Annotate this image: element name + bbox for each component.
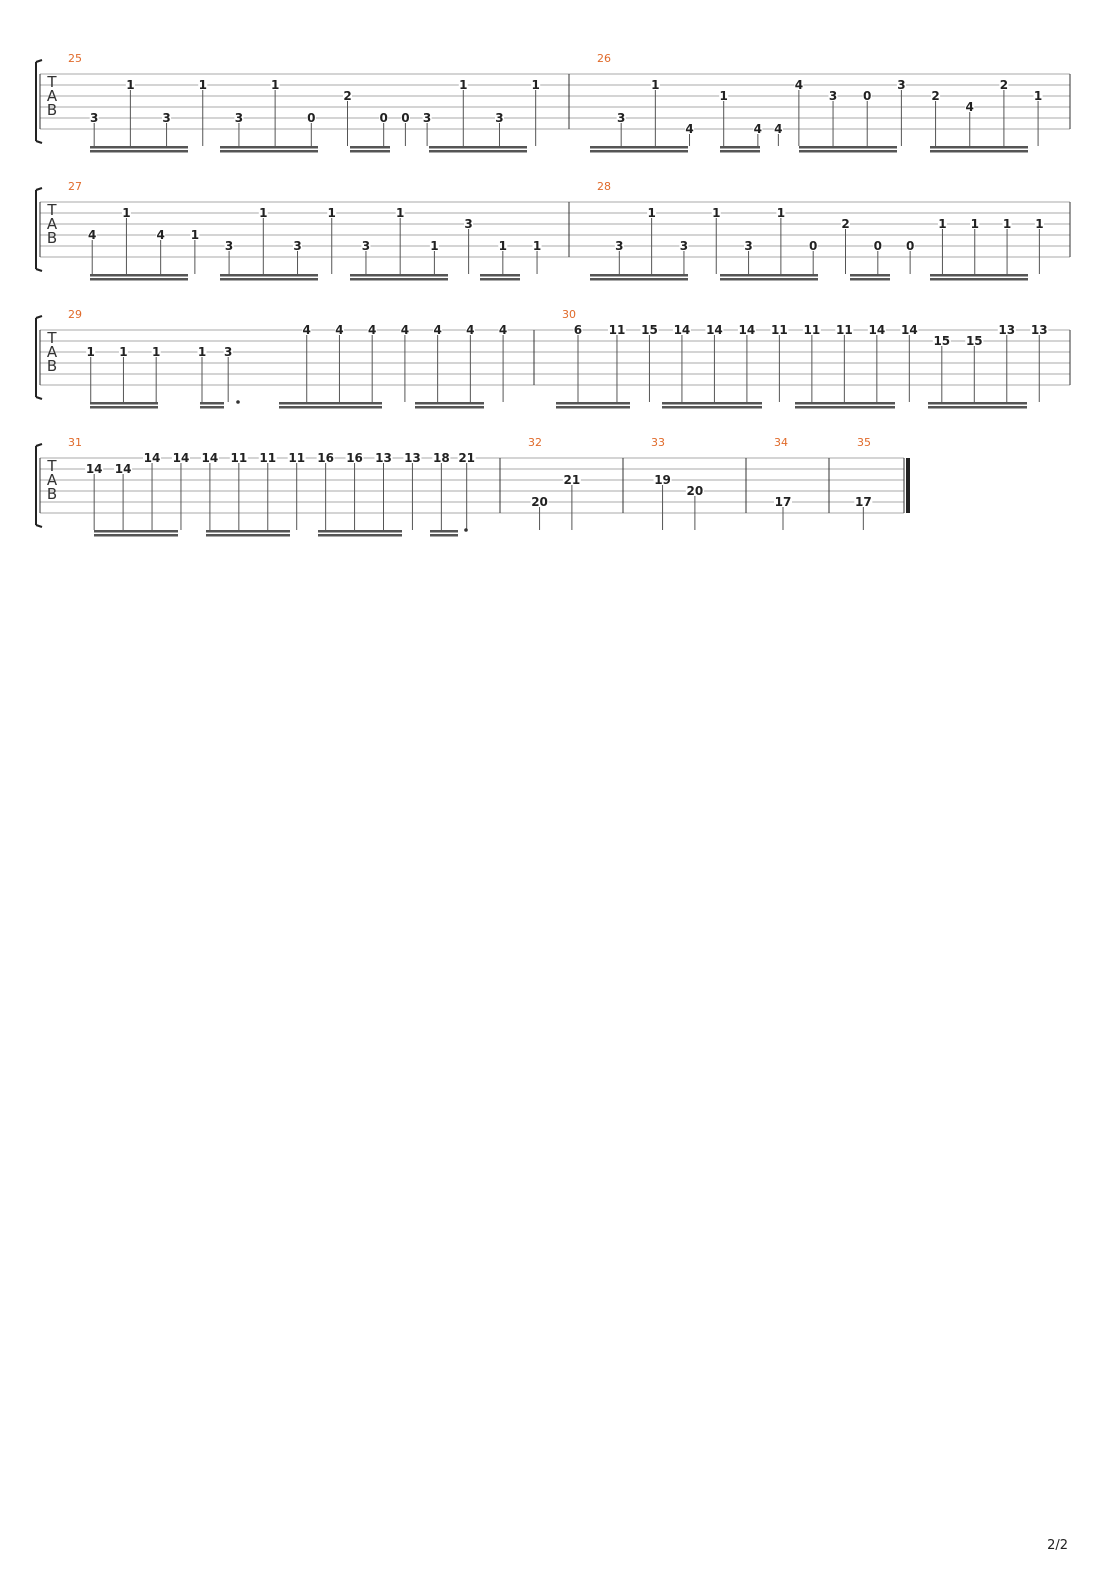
augmentation-dot: [236, 400, 240, 404]
measure-number: 35: [857, 436, 871, 449]
beam: [200, 406, 224, 409]
beam: [799, 150, 897, 153]
beam: [662, 402, 762, 405]
fret-number: 0: [873, 239, 882, 253]
beam: [94, 530, 178, 533]
fret-number: 1: [531, 78, 540, 92]
fret-number: 4: [498, 323, 508, 337]
fret-number: 15: [641, 323, 658, 337]
fret-number: 1: [459, 78, 468, 92]
fret-number: 2: [931, 89, 940, 103]
fret-number: 3: [464, 217, 473, 231]
fret-number: 0: [307, 111, 316, 125]
fret-number: 1: [719, 89, 728, 103]
measure-number: 27: [68, 180, 82, 193]
beam: [90, 274, 188, 277]
fret-number: 1: [122, 206, 131, 220]
fret-number: 1: [270, 78, 280, 92]
system-bracket: [36, 188, 42, 271]
fret-number: 21: [458, 451, 476, 465]
fret-number: 4: [368, 323, 377, 337]
fret-number: 1: [395, 206, 405, 220]
fret-number: 3: [679, 239, 689, 253]
fret-number: 19: [654, 473, 671, 487]
fret-number: 17: [774, 495, 792, 509]
fret-number: 3: [224, 345, 233, 359]
beam: [318, 530, 402, 533]
beam: [90, 150, 188, 153]
fret-number: 3: [162, 111, 171, 125]
fret-number: 4: [965, 100, 974, 114]
fret-number: 4: [753, 122, 763, 136]
beam: [720, 278, 818, 281]
beam: [930, 278, 1028, 281]
beam: [206, 530, 290, 533]
beam: [279, 402, 382, 405]
fret-number: 13: [998, 323, 1016, 337]
measure-number: 25: [68, 52, 82, 65]
beam: [930, 150, 1028, 153]
fret-number: 16: [346, 451, 363, 465]
fret-number: 1: [119, 345, 128, 359]
fret-number: 1: [712, 206, 721, 220]
beam: [850, 278, 890, 281]
measure-number: 33: [651, 436, 665, 449]
fret-number: 4: [774, 122, 783, 136]
beam: [220, 146, 318, 149]
fret-number: 15: [965, 334, 983, 348]
tab-clef-letter: T: [47, 73, 57, 91]
fret-number: 3: [361, 239, 371, 253]
fret-number: 1: [259, 206, 268, 220]
fret-number: 14: [673, 323, 691, 337]
fret-number: 1: [498, 239, 508, 253]
page-number: 2/2: [1047, 1538, 1068, 1553]
measure-number: 31: [68, 436, 82, 449]
tab-clef-letter: A: [46, 343, 58, 361]
fret-number: 14: [172, 451, 190, 465]
beam: [590, 150, 688, 153]
beam: [590, 274, 688, 277]
beam: [590, 278, 688, 281]
fret-number: 4: [685, 122, 694, 136]
beam: [928, 402, 1027, 405]
fret-number: 20: [686, 484, 704, 498]
beam: [90, 146, 188, 149]
fret-number: 14: [85, 462, 103, 476]
fret-number: 14: [900, 323, 918, 337]
fret-number: 14: [201, 451, 219, 465]
fret-number: 14: [868, 323, 886, 337]
beam: [429, 146, 527, 149]
fret-number: 1: [86, 345, 95, 359]
beam: [795, 402, 895, 405]
fret-number: 21: [563, 473, 581, 487]
fret-number: 3: [495, 111, 504, 125]
fret-number: 4: [156, 228, 165, 242]
tab-clef-letter: B: [46, 485, 58, 503]
fret-number: 0: [809, 239, 818, 253]
tab-clef-letter: T: [47, 329, 57, 347]
measure-number: 28: [597, 180, 611, 193]
beam: [206, 534, 290, 537]
fret-number: 11: [836, 323, 853, 337]
fret-number: 2: [343, 89, 352, 103]
fret-number: 1: [152, 345, 161, 359]
fret-number: 11: [259, 451, 277, 465]
tab-clef-letter: B: [46, 229, 58, 247]
fret-number: 6: [573, 323, 583, 337]
fret-number: 1: [1033, 89, 1043, 103]
fret-number: 18: [433, 451, 450, 465]
fret-number: 14: [706, 323, 723, 337]
fret-number: 4: [466, 323, 475, 337]
measure-number: 26: [597, 52, 611, 65]
fret-number: 3: [616, 111, 626, 125]
beam: [480, 274, 520, 277]
beam: [556, 406, 630, 409]
beam: [930, 146, 1028, 149]
fret-number: 4: [302, 323, 311, 337]
fret-number: 1: [190, 228, 200, 242]
fret-number: 1: [938, 217, 947, 231]
beam: [590, 146, 688, 149]
fret-number: 13: [404, 451, 421, 465]
fret-number: 4: [88, 228, 97, 242]
fret-number: 1: [430, 239, 439, 253]
fret-number: 2: [999, 78, 1009, 92]
fret-number: 3: [828, 89, 838, 103]
beam: [90, 402, 158, 405]
measure-number: 30: [562, 308, 576, 321]
augmentation-dot: [464, 528, 468, 532]
beam: [350, 146, 390, 149]
system-bracket: [36, 60, 42, 143]
fret-number: 1: [647, 206, 656, 220]
fret-number: 1: [970, 217, 979, 231]
fret-number: 1: [126, 78, 135, 92]
fret-number: 11: [803, 323, 821, 337]
beam: [430, 534, 458, 537]
fret-number: 3: [615, 239, 624, 253]
beam: [429, 150, 527, 153]
fret-number: 3: [293, 239, 302, 253]
fret-number: 0: [863, 89, 872, 103]
fret-number: 11: [771, 323, 788, 337]
beam: [415, 406, 484, 409]
fret-number: 1: [198, 78, 207, 92]
fret-number: 4: [433, 323, 442, 337]
beam: [318, 534, 402, 537]
beam: [350, 274, 448, 277]
beam: [930, 274, 1028, 277]
fret-number: 4: [794, 78, 804, 92]
beam: [430, 530, 458, 533]
fret-number: 3: [234, 111, 244, 125]
fret-number: 2: [841, 217, 850, 231]
beam: [350, 150, 390, 153]
measure-number: 34: [774, 436, 788, 449]
fret-number: 4: [400, 323, 410, 337]
fret-number: 3: [224, 239, 234, 253]
fret-number: 15: [933, 334, 951, 348]
beam: [415, 402, 484, 405]
beam: [94, 534, 178, 537]
measure-number: 32: [528, 436, 542, 449]
beam: [90, 278, 188, 281]
system-bracket: [36, 444, 42, 527]
fret-number: 16: [317, 451, 334, 465]
beam: [220, 278, 318, 281]
system-bracket: [36, 316, 42, 399]
fret-number: 20: [531, 495, 548, 509]
tab-clef-letter: A: [46, 87, 58, 105]
tab-clef-letter: T: [47, 201, 57, 219]
fret-number: 0: [401, 111, 410, 125]
beam: [928, 406, 1027, 409]
beam: [720, 150, 760, 153]
fret-number: 11: [288, 451, 306, 465]
tab-clef-letter: T: [47, 457, 57, 475]
tab-clef-letter: B: [46, 101, 58, 119]
fret-number: 4: [335, 323, 344, 337]
fret-number: 0: [905, 239, 915, 253]
fret-number: 14: [143, 451, 161, 465]
fret-number: 13: [375, 451, 392, 465]
fret-number: 1: [1002, 217, 1012, 231]
beam: [662, 406, 762, 409]
measure-number: 29: [68, 308, 82, 321]
beam: [90, 406, 158, 409]
beam: [850, 274, 890, 277]
fret-number: 1: [327, 206, 336, 220]
beam: [200, 402, 224, 405]
fret-number: 3: [897, 78, 906, 92]
tab-clef-letter: B: [46, 357, 58, 375]
beam: [720, 274, 818, 277]
tab-clef-letter: A: [46, 215, 58, 233]
fret-number: 3: [90, 111, 99, 125]
fret-number: 17: [854, 495, 872, 509]
fret-number: 11: [608, 323, 626, 337]
beam: [799, 146, 897, 149]
beam: [556, 402, 630, 405]
beam: [220, 274, 318, 277]
tab-clef-letter: A: [46, 471, 58, 489]
fret-number: 14: [738, 323, 756, 337]
fret-number: 14: [114, 462, 132, 476]
fret-number: 1: [776, 206, 786, 220]
fret-number: 1: [651, 78, 660, 92]
beam: [480, 278, 520, 281]
fret-number: 1: [197, 345, 207, 359]
beam: [350, 278, 448, 281]
fret-number: 3: [744, 239, 753, 253]
beam: [720, 146, 760, 149]
fret-number: 13: [1030, 323, 1048, 337]
beam: [279, 406, 382, 409]
fret-number: 1: [1035, 217, 1044, 231]
beam: [220, 150, 318, 153]
beam: [795, 406, 895, 409]
fret-number: 3: [422, 111, 432, 125]
fret-number: 1: [532, 239, 542, 253]
fret-number: 11: [230, 451, 248, 465]
fret-number: 0: [379, 111, 388, 125]
